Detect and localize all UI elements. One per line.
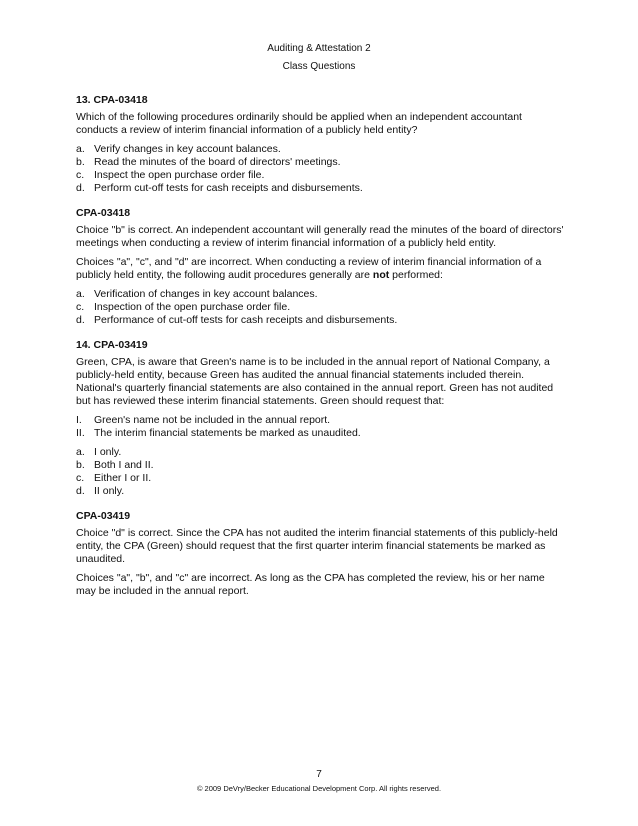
statement-text: Green's name not be included in the annual report.	[94, 414, 331, 426]
item-key: c.	[76, 301, 85, 313]
answer-14-incorrect-explanation: Choices "a", "b", and "c" are incorrect. As long as the CPA has completed the review, his or her name may be included in the annual report.	[76, 572, 545, 597]
question-13-option-b	[76, 156, 566, 169]
answer-13-incorrect-text-pre: Choices "a", "c", and "d" are incorrect. When conducting a review of interim financial information of a publicly held entity, the following audit procedures generally are	[76, 256, 542, 281]
answer-13-emphasis-not: not	[372, 269, 390, 281]
question-13-title: 13. CPA-03418	[76, 94, 148, 106]
option-text: Either I or II.	[94, 472, 152, 484]
question-14-option-d	[76, 485, 566, 498]
question-13-option-d	[76, 182, 566, 195]
answer-14	[76, 510, 566, 598]
header-course-title: Auditing & Attestation 2	[267, 43, 371, 54]
answer-13-item-c	[76, 301, 566, 314]
question-13	[76, 94, 566, 195]
option-text: Perform cut-off tests for cash receipts and disbursements.	[94, 182, 363, 194]
answer-14-title: CPA-03419	[76, 510, 131, 522]
header-section-title: Class Questions	[282, 61, 356, 72]
answer-14-explanation: Choice "d" is correct. Since the CPA has not audited the interim financial statements of this publicly-held entity, the CPA (Green) should request that the first quarter interim financial statements be marked as unaudited.	[76, 527, 558, 565]
option-text: Inspect the open purchase order file.	[94, 169, 265, 181]
item-text: Inspection of the open purchase order file.	[94, 301, 291, 313]
answer-13-explanation: Choice "b" is correct. An independent accountant will generally read the minutes of the board of directors' meetings when conducting a review of interim financial information of a publicly held entity.	[76, 224, 564, 249]
question-13-text: Which of the following procedures ordinarily should be applied when an independent accountant conducts a review of interim financial information of a publicly held entity?	[76, 111, 522, 136]
question-14-statements	[76, 414, 566, 440]
question-14-option-a	[76, 446, 566, 459]
option-key: c.	[76, 169, 85, 181]
statement-key: I.	[76, 414, 82, 426]
option-text: Both I and II.	[94, 459, 154, 471]
option-key: a.	[76, 446, 85, 458]
option-text: Read the minutes of the board of directors' meetings.	[94, 156, 341, 168]
answer-13-incorrect-explanation	[76, 256, 566, 282]
question-14-options	[76, 446, 566, 498]
question-14-statement-ii	[76, 427, 566, 440]
option-key: a.	[76, 143, 85, 155]
question-13-option-c	[76, 169, 566, 182]
question-14-statement-i	[76, 414, 566, 427]
question-13-option-a	[76, 143, 566, 156]
option-key: b.	[76, 156, 85, 168]
page-content	[76, 94, 566, 610]
option-key: b.	[76, 459, 85, 471]
statement-key: II.	[76, 427, 85, 439]
answer-13	[76, 207, 566, 327]
statement-text: The interim financial statements be marked as unaudited.	[94, 427, 361, 439]
item-text: Performance of cut-off tests for cash receipts and disbursements.	[94, 314, 398, 326]
answer-13-incorrect-text-post: performed:	[389, 269, 443, 281]
question-14-title: 14. CPA-03419	[76, 339, 148, 351]
option-text: I only.	[94, 446, 122, 458]
option-text: II only.	[94, 485, 125, 497]
page-header	[0, 40, 638, 76]
question-14	[76, 339, 566, 498]
copyright-notice: © 2009 DeVry/Becker Educational Development Corp. All rights reserved.	[196, 784, 442, 793]
question-14-option-b	[76, 459, 566, 472]
answer-13-title: CPA-03418	[76, 207, 131, 219]
answer-13-item-d	[76, 314, 566, 327]
answer-13-procedures	[76, 288, 566, 327]
item-key: a.	[76, 288, 85, 300]
option-text: Verify changes in key account balances.	[94, 143, 281, 155]
item-text: Verification of changes in key account balances.	[94, 288, 318, 300]
question-14-option-c	[76, 472, 566, 485]
option-key: d.	[76, 485, 85, 497]
option-key: d.	[76, 182, 85, 194]
page-number: 7	[316, 769, 322, 780]
answer-13-item-a	[76, 288, 566, 301]
option-key: c.	[76, 472, 85, 484]
page-footer	[0, 769, 638, 795]
question-13-options	[76, 143, 566, 195]
item-key: d.	[76, 314, 85, 326]
question-14-text: Green, CPA, is aware that Green's name is to be included in the annual report of National Company, a publicly-held entity, because Green has audited the annual financial statements included therein. National's quarterly financial statements are also contained in the annual report. Green has not audited but has reviewed these interim financial statements. Green should request that:	[76, 356, 554, 407]
